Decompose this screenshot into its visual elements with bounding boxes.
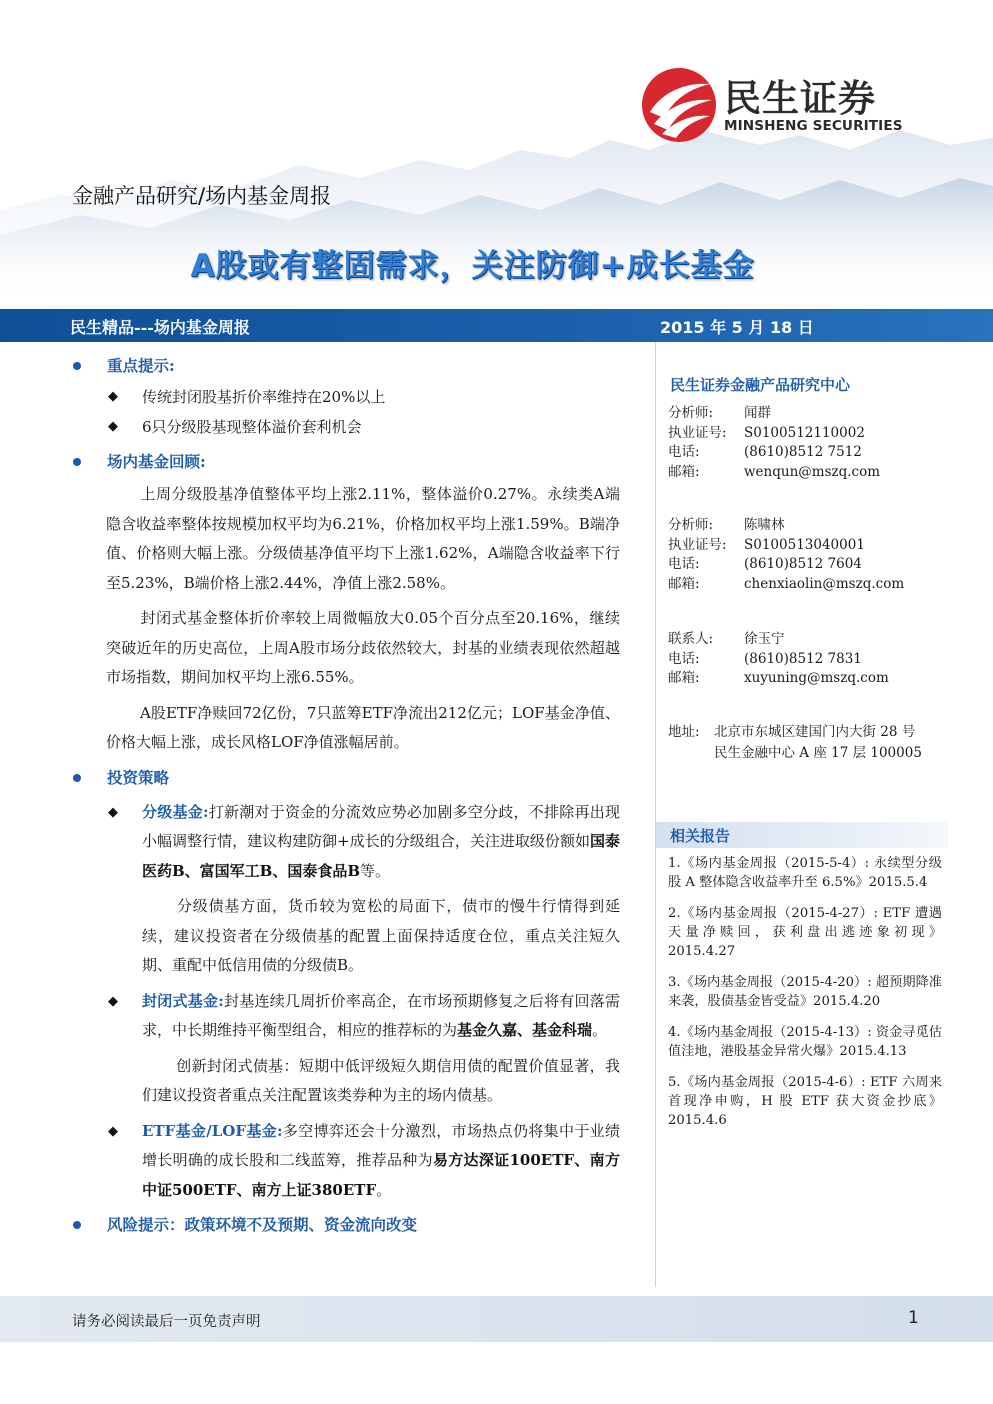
section-highlights — [70, 352, 620, 380]
report-headline: A股或有整固需求，关注防御+成长基金 — [190, 248, 755, 284]
related-report-link[interactable]: 4.《场内基金周报（2015-4-13）: 资金寻觅估值洼地，港股基金异常火爆》2015.4.13 — [668, 1025, 942, 1059]
related-report-link[interactable]: 3.《场内基金周报（2015-4-20）: 超预期降准来袭，股债基金皆受益》2015.4.20 — [668, 975, 942, 1009]
highlight-item — [70, 412, 620, 442]
bullet-dot-icon — [73, 774, 81, 782]
section-title: 场内基金回顾: — [107, 452, 206, 471]
section-title: 投资策略 — [107, 767, 170, 787]
related-reports-header — [656, 822, 948, 848]
strategy-closed-bond: 创新封闭式债基：短期中低评级短久期信用债的配置价值显著，我们建议投资者重点关注配置该类券种为主的场内债基。 — [142, 1056, 620, 1104]
email-link[interactable]: wenqun@mszq.com — [744, 463, 881, 480]
diamond-bullet-icon: ◆ — [108, 993, 118, 1009]
strategy-graded: ◆ 分级基金:打新潮对于资金的分流效应势必加剧多空分歧，不排除再出现小幅调整行情，建议构建防御+成长的分级组合，关注进取级份额如国泰医药B、富国军工B、国泰食品B等。 — [70, 798, 620, 887]
risk-warning — [70, 1211, 620, 1239]
email-link[interactable]: chenxiaolin@mszq.com — [744, 575, 905, 592]
section-review — [70, 448, 620, 476]
bullet-dot-icon — [73, 1221, 81, 1229]
main-column — [70, 352, 620, 1239]
logo-english-name: MINSHENG SECURITIES — [724, 118, 903, 134]
related-reports-title: 相关报告 — [670, 827, 731, 845]
diamond-bullet-icon: ◆ — [108, 804, 118, 820]
report-header — [0, 0, 993, 300]
logo-chinese-name: 民生证券 — [724, 77, 876, 120]
strategy-closed: ◆ 封闭式基金:封基连续几周折价率高企，在市场预期修复之后将有回落需求，中长期维持平衡型组合，相应的推荐标的为基金久嘉、基金科瑞。 — [70, 987, 620, 1046]
highlight-item — [70, 382, 620, 412]
diamond-bullet-icon: ◆ — [108, 419, 118, 434]
sidebar-column — [655, 342, 947, 1287]
related-report-link[interactable]: 1.《场内基金周报（2015-5-4）: 永续型分级股 A 整体隐含收益率升至 6.5%》2015.5.4 — [668, 856, 942, 890]
review-paragraph: 上周分级股基净值整体平均上涨2.11%，整体溢价0.27%。永续类A端隐含收益率整体按规模加权平均为6.21%，价格加权平均上涨1.59%。B端净值、价格则大幅上涨。分级债基净值平均下上涨1.62%，A端隐含收益率下行至5.23%，B端价格上涨2.44%，净值上涨2.58%。 — [106, 485, 620, 592]
related-reports-list — [668, 854, 942, 1142]
bullet-dot-icon — [73, 362, 81, 370]
analyst-contact: 分析师: 闻群 执业证号: S0100512110002 电话: (8610)8512 7512 邮箱: wenqun@mszq.com — [668, 405, 881, 480]
disclaimer-note: 请务必阅读最后一页免责声明 — [72, 1314, 261, 1330]
email-link[interactable]: xuyuning@mszq.com — [744, 670, 889, 686]
research-center-name: 民生证券金融产品研究中心 — [670, 376, 851, 394]
report-category: 金融产品研究/场内基金周报 — [72, 184, 332, 208]
section-title: 重点提示: — [107, 356, 175, 375]
diamond-bullet-icon: ◆ — [108, 389, 118, 404]
series-name: 民生精品---场内基金周报 — [70, 318, 250, 337]
title-banner — [0, 309, 993, 342]
analyst-contact: 分析师: 陈啸林 执业证号: S0100513040001 电话: (8610)8512 7604 邮箱: chenxiaolin@mszq.com — [668, 517, 905, 592]
risk-text: 风险提示：政策环境不及预期、资金流向改变 — [107, 1215, 418, 1234]
related-report-link[interactable]: 2.《场内基金周报（2015-4-27）: ETF 遭遇天量净赎回，获利盘出逃迹象初现》2015.4.27 — [668, 906, 942, 959]
company-logo — [640, 64, 930, 144]
review-paragraph: 封闭式基金整体折价率较上周微幅放大0.05个百分点至20.16%，继续突破近年的历史高位，上周A股市场分歧依然较大，封基的业绩表现依然超越市场指数，期间加权平均上涨6.55%。 — [106, 609, 620, 686]
strategy-etf: ◆ ETF基金/LOF基金:多空博弈还会十分激烈，市场热点仍将集中于业绩增长明确的成长股和二线蓝筹，推荐品种为易方达深证100ETF、南方中证500ETF、南方上证380ETF。 — [70, 1117, 620, 1206]
related-report-link[interactable]: 5.《场内基金周报（2015-4-6）: ETF 六周来首现净申购，H 股 ETF 获大资金抄底》2015.4.6 — [668, 1075, 942, 1128]
section-strategy — [70, 764, 620, 792]
review-paragraph: A股ETF净赎回72亿份，7只蓝筹ETF净流出212亿元；LOF基金净值、价格大幅上涨，成长风格LOF净值涨幅居前。 — [106, 703, 620, 751]
highlight-text: 传统封闭股基折价率维持在20%以上 — [142, 388, 386, 406]
page-footer — [0, 1296, 993, 1342]
liaison-contact: 联系人: 徐玉宁 电话: (8610)8512 7831 邮箱: xuyuning@mszq.com — [668, 631, 889, 686]
diamond-bullet-icon: ◆ — [108, 1123, 118, 1139]
minsheng-logo-icon — [640, 66, 718, 144]
report-date: 2015 年 5 月 18 日 — [660, 318, 814, 337]
strategy-graded-bond: 分级债基方面，货币较为宽松的局面下，债市的慢牛行情得到延续，建议投资者在分级债基的配置上面保持适度仓位，重点关注短久期、重配中低信用债的分级债B。 — [142, 897, 620, 974]
company-address: 地址: 北京市东城区建国门内大街 28 号 民生金融中心 A 座 17 层 100005 — [668, 724, 922, 761]
highlight-text: 6只分级股基现整体溢价套利机会 — [142, 418, 362, 436]
bullet-dot-icon — [73, 458, 81, 466]
page-number: 1 — [908, 1308, 919, 1328]
